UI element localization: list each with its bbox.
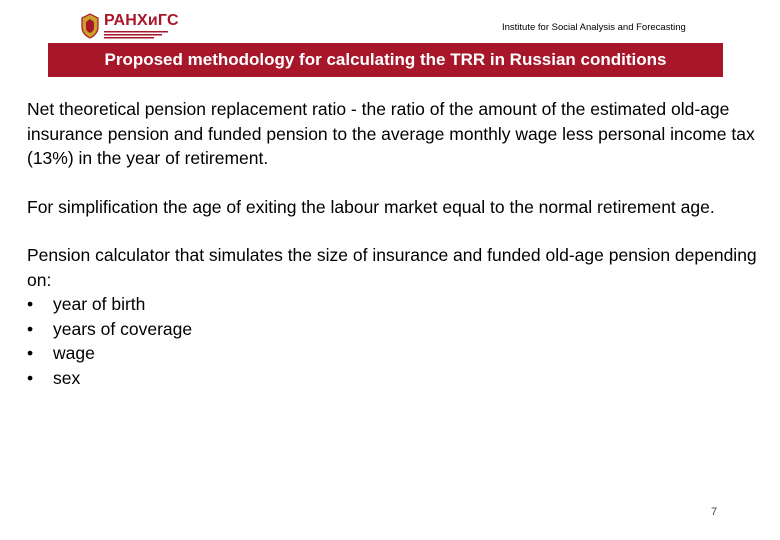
logo-wordmark: РАНХиГС	[104, 12, 179, 29]
factor-list	[27, 292, 762, 390]
crest-icon	[80, 13, 100, 39]
list-item-text: wage	[53, 343, 95, 363]
definition-paragraph: Net theoretical pension replacement ratio - the ratio of the amount of the estimated old-age insurance pension and funded pension to the average monthly wage less personal income tax (13%) in the year of retirement.	[27, 99, 755, 168]
list-item	[27, 292, 762, 317]
calculator-paragraph: Pension calculator that simulates the size of insurance and funded old-age pension depending on:	[27, 245, 757, 290]
bullet-icon: •	[27, 294, 34, 314]
bullet-icon: •	[27, 343, 34, 363]
logo-subtitle-lines	[104, 31, 168, 39]
list-item-text: sex	[53, 367, 81, 388]
list-item-text: years of coverage	[53, 318, 193, 339]
list-item	[27, 317, 762, 342]
page-number: 7	[711, 506, 718, 518]
title-banner	[48, 43, 723, 77]
bullet-icon: •	[27, 318, 34, 339]
bullet-icon: •	[27, 367, 34, 388]
ranepa-logo	[80, 12, 200, 40]
slide-body	[27, 97, 762, 390]
list-item	[27, 366, 762, 391]
simplification-paragraph: For simplification the age of exiting the labour market equal to the normal retirement age.	[27, 196, 715, 217]
list-item-text: year of birth	[53, 294, 146, 314]
list-item	[27, 341, 762, 366]
institute-name: Institute for Social Analysis and Forecasting	[502, 22, 686, 33]
slide-title: Proposed methodology for calculating the TRR in Russian conditions	[104, 50, 667, 69]
